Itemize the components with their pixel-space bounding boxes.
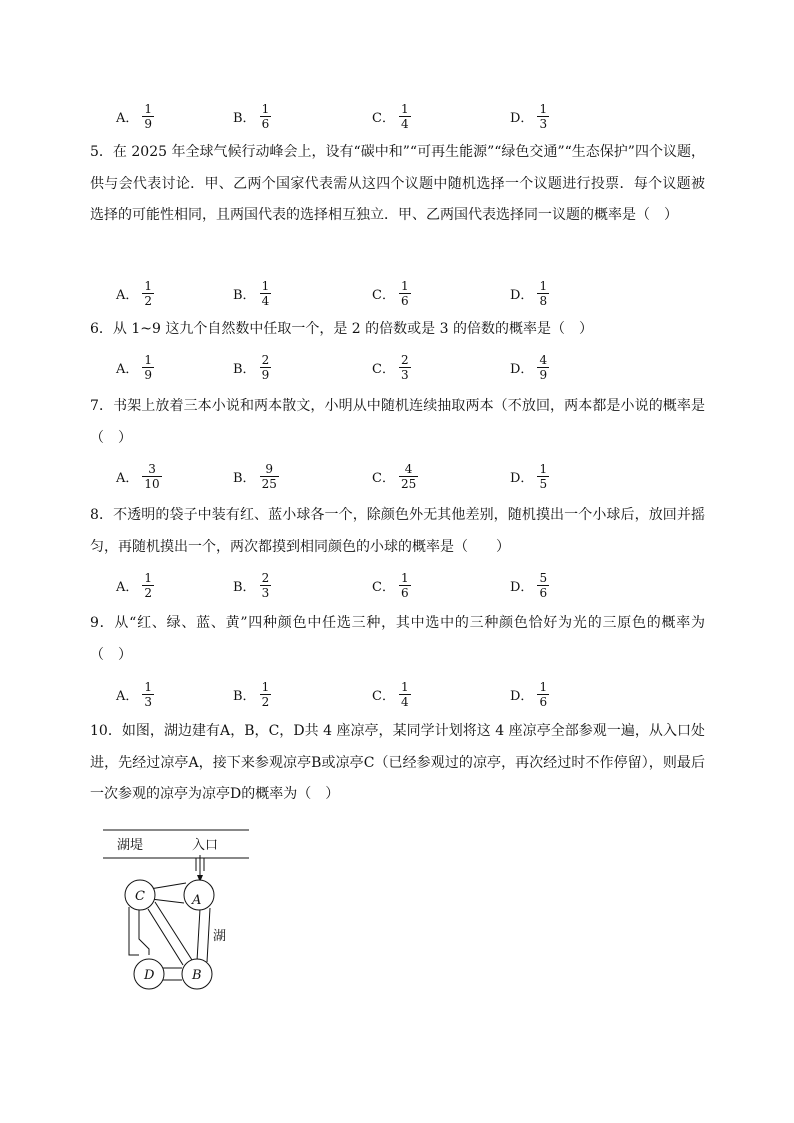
- q7-option-a: A． $\frac{3}{10}$: [116, 461, 160, 491]
- q9-option-c: C． $\frac{1}{4}$: [372, 679, 409, 709]
- q8-option-a: A． $\frac{1}{2}$: [116, 570, 153, 600]
- entrance-label: 入口: [192, 838, 219, 853]
- q5-option-c: C． $\frac{1}{6}$: [372, 278, 409, 308]
- path-cb-upper: [155, 902, 192, 960]
- q6-option-d: D． $\frac{4}{9}$: [510, 352, 548, 382]
- q9-option-d: D． $\frac{1}{6}$: [510, 679, 548, 709]
- path-cd-inner: [139, 909, 149, 955]
- question-9-stem: 9．从“红、绿、蓝、黄”四种颜色中任选三种，其中选中的三种颜色恰好为光的三原色的概率为（ ）: [90, 615, 705, 663]
- q9-option-b: B． $\frac{1}{2}$: [233, 679, 270, 709]
- path-ca-top: [150, 883, 186, 889]
- pavilion-b-label: B: [192, 968, 202, 983]
- lake-pavilion-diagram: [95, 825, 265, 1000]
- q6-options: [116, 349, 636, 385]
- q4-option-c: C． $\frac{1}{4}$: [372, 101, 409, 131]
- question-10-stem: 10．如图，湖边建有A，B，C，D共 4 座凉亭，某同学计划将这 4 座凉亭全部参观一遍，从入口处进，先经过凉亭A，接下来参观凉亭B或凉亭C（已经参观过的凉亭，再次经过时不作停留），则最后一次参观的凉亭为凉亭D的概率为（ ）: [90, 723, 705, 802]
- path-ca-bottom: [151, 899, 184, 903]
- q6-option-b: B． $\frac{2}{9}$: [233, 352, 270, 382]
- question-5-stem: 5．在 2025 年全球气候行动峰会上，设有“碳中和”“可再生能源”“绿色交通”“生态保护”四个议题，供与会代表讨论．甲、乙两个国家代表需从这四个议题中随机选择一个议题进行投票．每个议题被选择的可能性相同，且两国代表的选择相互独立．甲、乙两国代表选择同一议题的概率是（ ）: [90, 144, 705, 223]
- q7-option-b: B． $\frac{9}{25}$: [233, 461, 277, 491]
- q7-option-d: D． $\frac{1}{5}$: [510, 461, 548, 491]
- question-7-stem: 7．书架上放着三本小说和两本散文，小明从中随机连续抽取两本（不放回，两本都是小说的概率是（ ）: [90, 398, 705, 446]
- q4-option-b: B． $\frac{1}{6}$: [233, 101, 270, 131]
- q9-options: [116, 676, 636, 712]
- q4-option-d: D． $\frac{1}{3}$: [510, 101, 548, 131]
- q5-option-d: D． $\frac{1}{8}$: [510, 278, 548, 308]
- q4-option-a: A． $\frac{1}{9}$: [116, 101, 153, 131]
- q9-option-a: A． $\frac{1}{3}$: [116, 679, 153, 709]
- shore-label: 湖堤: [117, 838, 144, 853]
- pavilion-d-label: D: [144, 968, 155, 983]
- question-6-stem: 6．从 1~9 这九个自然数中任取一个，是 2 的倍数或是 3 的倍数的概率是（ ）: [90, 321, 593, 337]
- path-cd-outer: [129, 907, 139, 955]
- q7-option-c: C． $\frac{4}{25}$: [372, 461, 417, 491]
- q6-option-a: A． $\frac{1}{9}$: [116, 352, 153, 382]
- path-ab-left: [197, 909, 200, 961]
- q7-options: [116, 458, 636, 494]
- q8-option-c: C． $\frac{1}{6}$: [372, 570, 409, 600]
- q5-option-a: A． $\frac{1}{2}$: [116, 278, 153, 308]
- lake-label: 湖: [213, 929, 227, 944]
- q5-option-b: B． $\frac{1}{4}$: [233, 278, 270, 308]
- path-ab-right: [207, 908, 210, 962]
- question-8-stem: 8．不透明的袋子中装有红、蓝小球各一个，除颜色外无其他差别，随机摸出一个小球后，放回并摇匀，再随机摸出一个，两次都摸到相同颜色的小球的概率是（ ）: [90, 507, 705, 555]
- q6-option-c: C． $\frac{2}{3}$: [372, 352, 409, 382]
- pavilion-a-label: A: [192, 893, 202, 908]
- q4-options: [116, 98, 636, 134]
- pavilion-c-label: C: [135, 889, 145, 904]
- q5-options: [116, 275, 636, 311]
- q8-options: [116, 567, 636, 603]
- q8-option-b: B． $\frac{2}{3}$: [233, 570, 270, 600]
- q8-option-d: D． $\frac{5}{6}$: [510, 570, 548, 600]
